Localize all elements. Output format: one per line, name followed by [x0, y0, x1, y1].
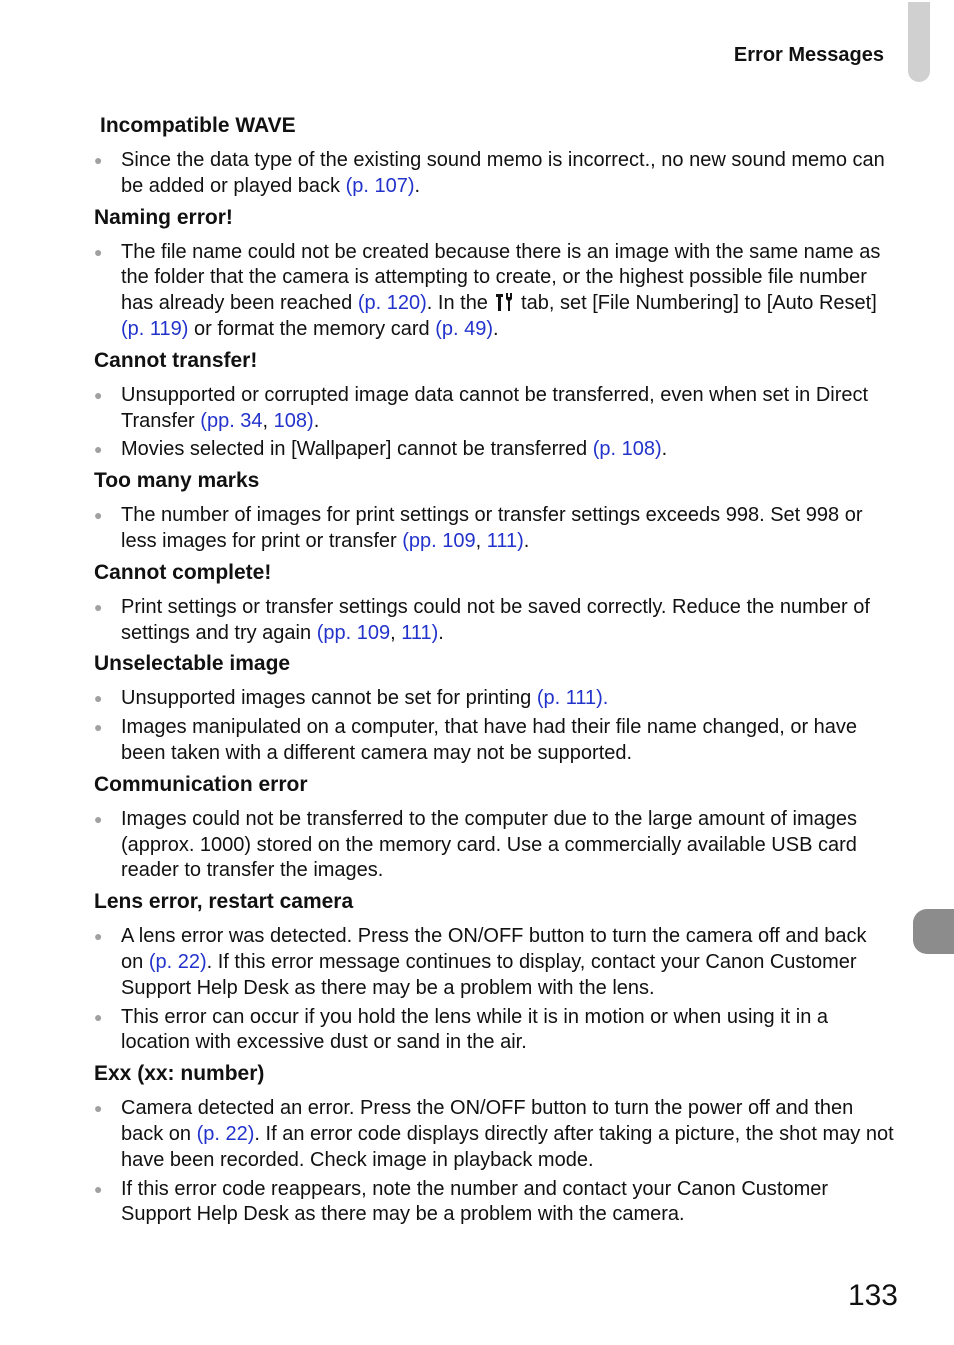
section-lens-error-restart-camera [94, 889, 894, 1056]
bullet-dot-icon: ● [94, 243, 103, 260]
error-messages-content [94, 113, 894, 1233]
page-reference-link[interactable]: (p. 22) [148, 950, 207, 973]
page-reference-link[interactable]: (pp. 109 [316, 621, 391, 644]
bullet-item [94, 686, 894, 712]
bullet-text: tab, set [File Numbering] to [Auto Reset] [515, 292, 877, 315]
bullet-text: Images manipulated on a computer, that have had their file name changed, or have been taken with a different camera may not be supported. [121, 716, 858, 764]
bullet-text: . [661, 438, 668, 461]
bullet-text: . If this error message continues to display, contact your Canon Customer Support Help Desk as there may be a problem with the lens. [121, 950, 857, 999]
bullet-text: Since the data type of the existing sound memo is incorrect., no new sound memo can be added or played back [121, 149, 885, 197]
bullet-dot-icon: ● [94, 810, 103, 827]
bullet-text: The file name could not be created because there is an image with the same name as the folder that the camera is attempting to create, or the highest possible file number has already been reached [121, 240, 881, 315]
page-number: 133 [847, 1279, 898, 1312]
bullet-list [94, 240, 894, 343]
bullet-text: . [313, 409, 320, 432]
bullet-text: This error can occur if you hold the lens while it is in motion or when using it in a location with excessive dust or sand in the air. [121, 1005, 829, 1054]
bullet-item [94, 715, 894, 767]
bullet-text: Movies selected in [Wallpaper] cannot be transferred [121, 438, 593, 461]
tools-tab-icon [494, 292, 516, 312]
bullet-text: Unsupported images cannot be set for printing [121, 687, 537, 710]
bullet-dot-icon: ● [94, 1008, 103, 1025]
page-reference-link[interactable]: 111) [401, 621, 439, 644]
bullet-item [94, 924, 894, 1001]
bullet-text: , [475, 529, 487, 552]
bullet-dot-icon: ● [94, 1180, 103, 1197]
bullet-item [94, 1096, 894, 1173]
page-reference-link[interactable]: (p. 108) [592, 438, 662, 461]
bullet-dot-icon: ● [94, 928, 103, 945]
bullet-item [94, 503, 894, 555]
chapter-tab-top [908, 2, 930, 82]
bullet-item [94, 437, 894, 463]
bullet-text: Camera detected an error. Press the ON/OFF button to turn the power off and then back on [121, 1097, 854, 1145]
page-reference-link[interactable]: (pp. 109 [402, 529, 476, 552]
chapter-tab-marker [913, 909, 954, 954]
section-unselectable-image [94, 651, 894, 766]
bullet-item [94, 807, 894, 884]
page-reference-link[interactable]: (p. 22) [196, 1122, 255, 1145]
section-too-many-marks [94, 468, 894, 555]
bullet-item [94, 595, 894, 647]
bullet-dot-icon: ● [94, 386, 103, 403]
bullet-text: Unsupported or corrupted image data cannot be transferred, even when set in Direct Transfer [121, 383, 869, 432]
bullet-text: Print settings or transfer settings could not be saved correctly. Reduce the number of settings and try again [121, 595, 870, 644]
bullet-dot-icon: ● [94, 1100, 103, 1117]
bullet-list [94, 686, 894, 766]
bullet-dot-icon: ● [94, 598, 103, 615]
bullet-list [94, 924, 894, 1056]
bullet-list [94, 595, 894, 647]
page-reference-link[interactable]: (p. 119) [121, 317, 189, 340]
bullet-list [94, 148, 894, 200]
bullet-text: . [523, 529, 530, 552]
page-reference-link[interactable]: (p. 120) [357, 292, 427, 315]
section-incompatible-wave [94, 113, 894, 200]
section-heading: Incompatible WAVE [100, 114, 296, 137]
bullet-text: , [390, 621, 402, 644]
running-header-title: Error Messages [733, 44, 884, 66]
page-reference-link[interactable]: (p. 107) [345, 174, 415, 197]
bullet-list [94, 1096, 894, 1228]
bullet-text: Images could not be transferred to the computer due to the large amount of images (approx. 1000) stored on the memory card. Use a commercially available USB card reader to transfer the images. [121, 807, 857, 882]
bullet-text: . [493, 317, 499, 340]
bullet-item [94, 383, 894, 435]
bullet-dot-icon: ● [94, 441, 103, 458]
section-heading: Naming error! [94, 205, 233, 229]
bullet-dot-icon: ● [94, 152, 103, 168]
bullet-list [94, 503, 894, 555]
bullet-text: If this error code reappears, note the number and contact your Canon Customer Support Help Desk as there may be a problem with the camera. [121, 1177, 829, 1226]
bullet-text: A lens error was detected. Press the ON/OFF button to turn the camera off and back on [121, 925, 867, 973]
section-exx-xx-number [94, 1061, 894, 1228]
bullet-text: . [438, 621, 444, 644]
section-heading: Cannot complete! [94, 560, 272, 584]
section-heading: Cannot transfer! [94, 348, 258, 372]
bullet-text: , [262, 409, 274, 432]
section-heading: Unselectable image [94, 652, 291, 676]
page-reference-link[interactable]: 111) [486, 529, 524, 552]
section-naming-error [94, 205, 894, 343]
section-cannot-transfer [94, 348, 894, 463]
bullet-list [94, 383, 894, 463]
section-cannot-complete [94, 560, 894, 647]
bullet-text: . [414, 174, 421, 197]
bullet-text: The number of images for print settings or transfer settings exceeds 998. Set 998 or less images for print or transfer [121, 504, 863, 552]
section-heading: Communication error [94, 772, 308, 796]
bullet-item [94, 240, 894, 343]
page-reference-link[interactable]: 108) [273, 409, 314, 432]
bullet-text: . If an error code displays directly after taking a picture, the shot may not have been recorded. Check image in playback mode. [121, 1122, 894, 1171]
page-reference-link[interactable]: (p. 111). [536, 687, 609, 710]
bullet-item [94, 1005, 894, 1057]
bullet-dot-icon: ● [94, 690, 103, 707]
section-heading: Lens error, restart camera [94, 890, 354, 914]
bullet-list [94, 807, 894, 884]
section-communication-error [94, 772, 894, 884]
bullet-item [94, 1177, 894, 1229]
section-heading: Exx (xx: number) [94, 1062, 265, 1086]
bullet-text: or format the memory card [188, 317, 436, 340]
page-reference-link[interactable]: (p. 49) [435, 317, 494, 340]
bullet-dot-icon: ● [94, 507, 103, 524]
bullet-text: . In the [426, 292, 494, 315]
page-reference-link[interactable]: (pp. 34 [200, 409, 263, 432]
bullet-dot-icon: ● [94, 719, 103, 736]
bullet-item [94, 148, 894, 200]
section-heading: Too many marks [94, 469, 260, 493]
